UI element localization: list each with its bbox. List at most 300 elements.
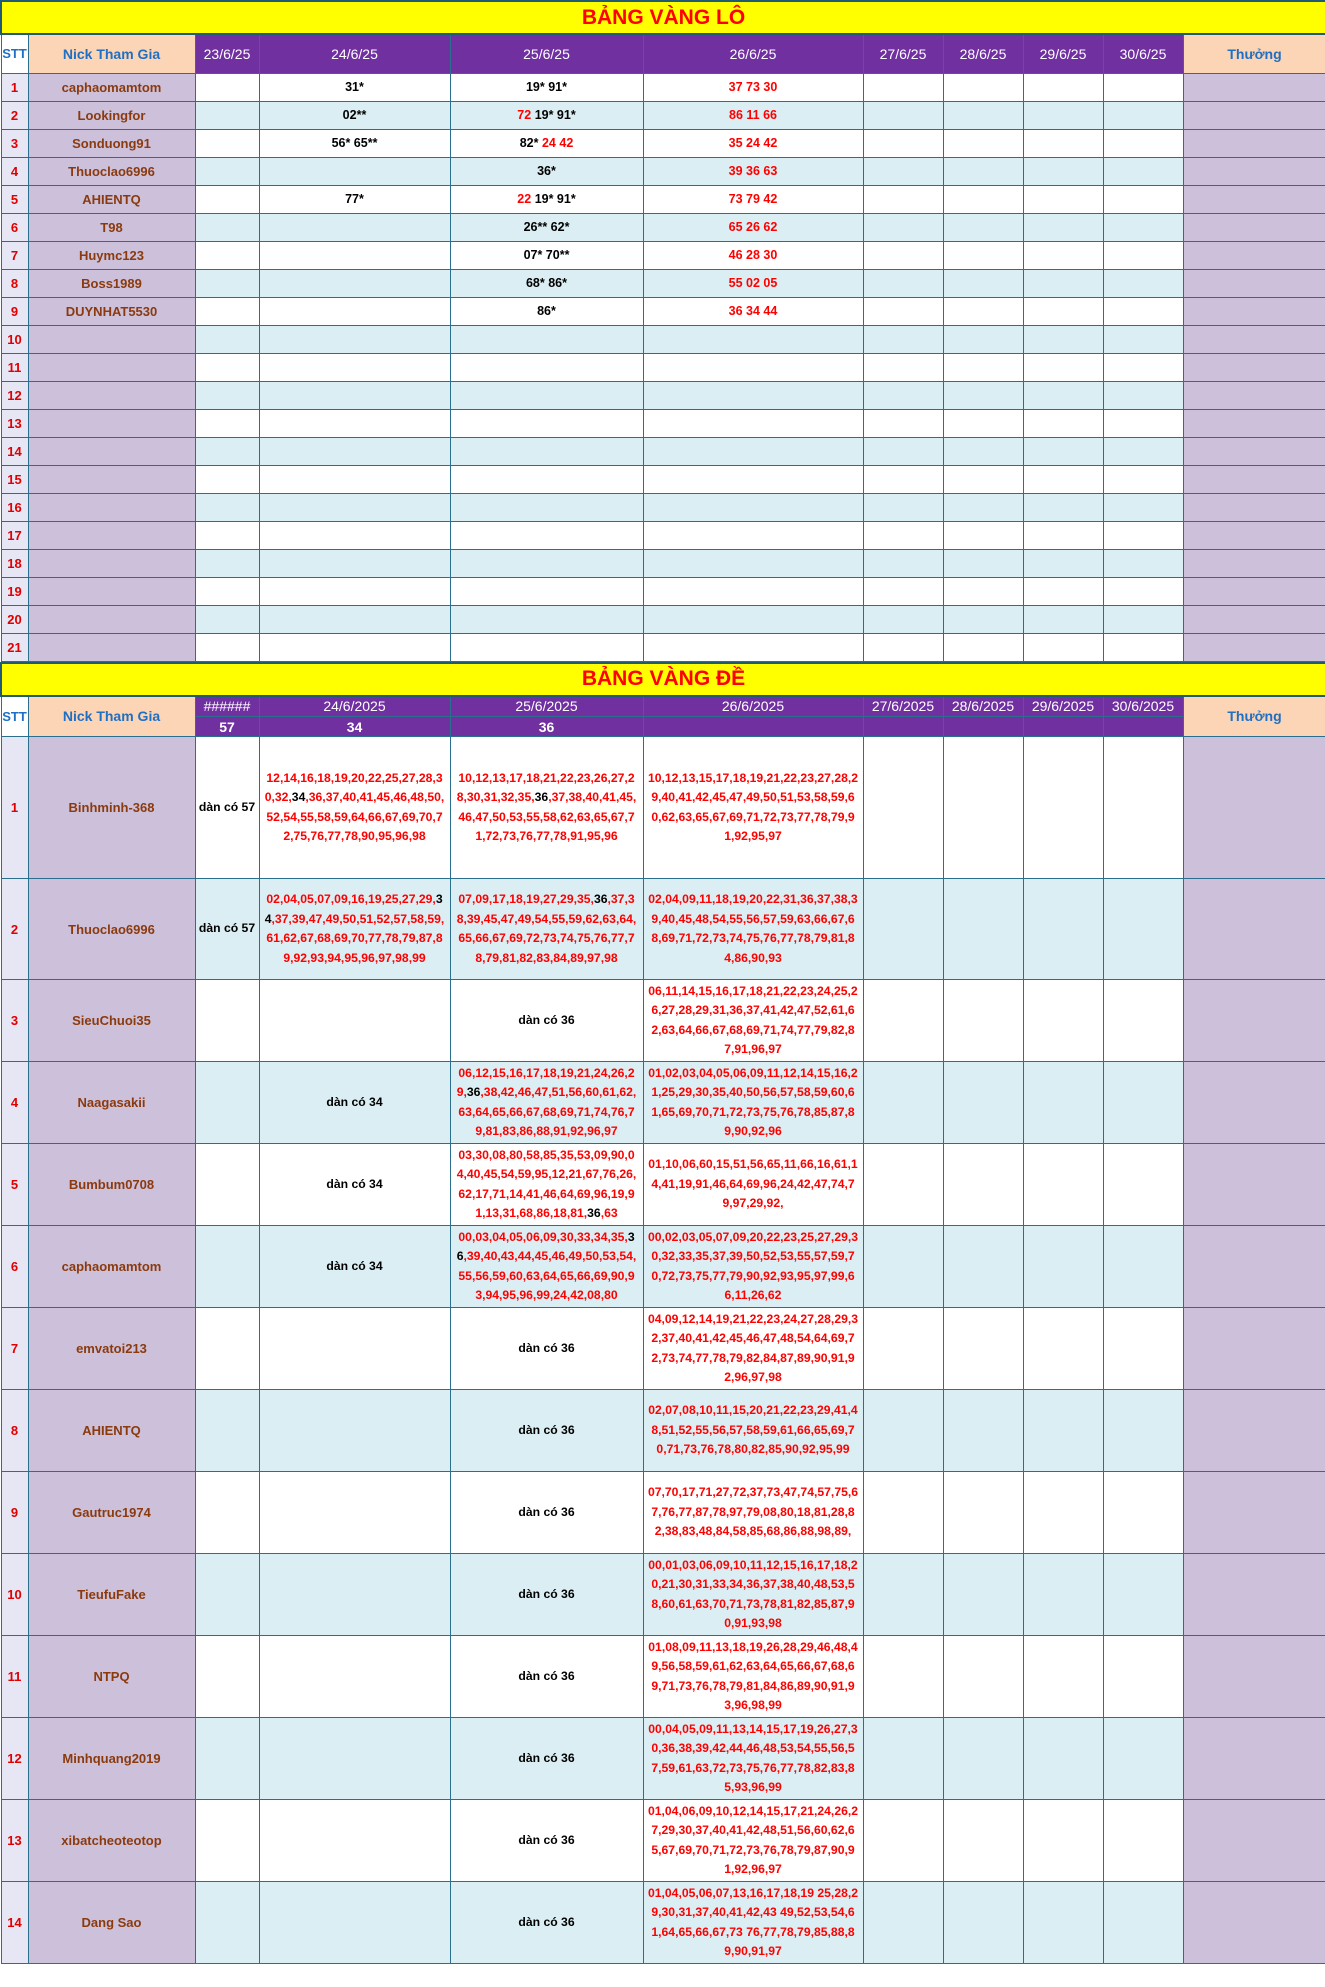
lo-row <box>1 325 1325 353</box>
de-cell-text: ,39,40,43,44,45,46,49,50,53,54,55,56,59,60,63,64,65,66,69,90,93,94,95,96,99,24,42,08,80 <box>458 1249 637 1302</box>
lo-cell <box>943 157 1023 185</box>
de-cell <box>259 1882 450 1964</box>
de-award-cell <box>1183 1636 1325 1718</box>
lo-cell <box>195 325 259 353</box>
de-cell <box>195 1800 259 1882</box>
lo-cell <box>1103 549 1183 577</box>
de-result-value <box>643 717 863 737</box>
lo-award-cell <box>1183 577 1325 605</box>
lo-cell <box>1023 493 1103 521</box>
de-cell <box>450 1800 643 1882</box>
de-cell <box>259 1226 450 1308</box>
de-cell-text: dàn có 57 <box>198 921 256 936</box>
lo-nick: Lookingfor <box>28 101 195 129</box>
lo-nick: Boss1989 <box>28 269 195 297</box>
lo-cell <box>863 381 943 409</box>
lo-award-cell <box>1183 465 1325 493</box>
lo-stt: 16 <box>1 493 28 521</box>
de-award-cell <box>1183 879 1325 980</box>
de-cell <box>943 1226 1023 1308</box>
de-cell <box>943 1144 1023 1226</box>
de-date-header: 26/6/2025 <box>643 696 863 717</box>
lo-cell <box>259 129 450 157</box>
lo-cell <box>195 465 259 493</box>
de-cell-text: 00,04,05,09,11,13,14,15,17,19,26,27,30,36,38,39,42,44,46,48,53,54,55,56,57,59,61,63,72,73,75,76,77,78,82,83,85,93,96,99 <box>648 1721 858 1794</box>
de-cell-text: dàn có 36 <box>518 1586 575 1601</box>
lo-cell <box>863 185 943 213</box>
de-cell-text: 12,14,16,18,19,20,22,25,27,28,30,32, <box>264 770 443 804</box>
de-cell-text: ,37,38,39,45,47,49,54,55,59,62,63,64,65,66,67,69,72,73,74,75,76,77,78,79,81,82,83,84,89,97,98 <box>456 892 637 965</box>
lo-cell <box>643 185 863 213</box>
de-cell <box>259 980 450 1062</box>
de-cell-text: 02,04,05,07,09,16,19,25,27,29, <box>266 892 436 906</box>
lo-cell <box>1023 269 1103 297</box>
de-date-header: 27/6/2025 <box>863 696 943 717</box>
lo-cell <box>195 549 259 577</box>
de-award-cell <box>1183 1226 1325 1308</box>
de-cell <box>643 1062 863 1144</box>
de-cell-text: 34 <box>291 790 306 804</box>
lo-cell <box>1103 437 1183 465</box>
de-cell <box>195 1882 259 1964</box>
de-cell <box>195 1308 259 1390</box>
lo-cell <box>259 325 450 353</box>
lo-cell-text: 02** <box>342 108 367 122</box>
lo-cell <box>643 269 863 297</box>
lo-cell <box>943 633 1023 661</box>
lo-cell <box>1103 521 1183 549</box>
lo-row <box>1 353 1325 381</box>
de-result-value: 34 <box>259 717 450 737</box>
de-cell-text: 01,10,06,60,15,51,56,65,11,66,16,61,14,41,19,91,46,64,69,96,24,42,47,74,79,97,29,92, <box>648 1157 858 1211</box>
lo-cell-text: 35 24 42 <box>728 136 778 150</box>
lo-cell <box>259 605 450 633</box>
lo-cell <box>195 437 259 465</box>
lo-cell <box>943 73 1023 101</box>
lo-cell <box>1023 241 1103 269</box>
lo-award-cell <box>1183 381 1325 409</box>
de-stt: 6 <box>1 1226 28 1308</box>
de-stt: 4 <box>1 1062 28 1144</box>
lo-cell <box>1023 409 1103 437</box>
de-cell-text: 36 <box>534 790 549 804</box>
de-nick: AHIENTQ <box>28 1390 195 1472</box>
de-cell <box>863 1718 943 1800</box>
de-result-value <box>1023 717 1103 737</box>
de-cell-text: 36 <box>466 1085 481 1099</box>
de-cell <box>943 879 1023 980</box>
lo-cell <box>863 213 943 241</box>
de-row <box>1 1144 1325 1226</box>
de-cell <box>643 1554 863 1636</box>
lo-stt: 5 <box>1 185 28 213</box>
lo-cell <box>259 409 450 437</box>
de-nick: Naagasakii <box>28 1062 195 1144</box>
de-cell <box>450 737 643 879</box>
lo-nick <box>28 577 195 605</box>
de-result-value: 36 <box>450 717 643 737</box>
de-row <box>1 1554 1325 1636</box>
lo-cell <box>1023 353 1103 381</box>
de-row <box>1 1718 1325 1800</box>
de-cell <box>643 1882 863 1964</box>
de-cell-text: 00,02,03,05,07,09,20,22,23,25,27,29,30,32,33,35,37,39,50,52,53,55,57,59,70,72,73,75,77,79,90,92,93,95,97,99,66,11,26,62 <box>647 1229 859 1302</box>
de-result-value <box>863 717 943 737</box>
lo-cell <box>450 465 643 493</box>
lo-cell <box>1103 493 1183 521</box>
lo-cell-text: 07* 70** <box>523 248 570 262</box>
lo-cell <box>863 241 943 269</box>
de-row <box>1 1800 1325 1882</box>
lo-cell <box>1023 213 1103 241</box>
lo-cell <box>195 409 259 437</box>
de-cell <box>195 737 259 879</box>
de-cell <box>943 1554 1023 1636</box>
lo-cell-text: 19* 91* <box>525 80 567 94</box>
de-date-header: 24/6/2025 <box>259 696 450 717</box>
de-cell <box>1103 1308 1183 1390</box>
de-cell <box>450 879 643 980</box>
lo-cell <box>943 353 1023 381</box>
lo-cell <box>943 241 1023 269</box>
de-row <box>1 980 1325 1062</box>
de-cell <box>195 1226 259 1308</box>
lo-cell <box>450 325 643 353</box>
lo-cell <box>1103 269 1183 297</box>
de-cell <box>1103 1800 1183 1882</box>
de-row <box>1 1882 1325 1964</box>
lo-cell <box>450 605 643 633</box>
de-cell-text: 02,04,09,11,18,19,20,22,31,36,37,38,39,40,45,48,54,55,56,57,59,63,66,67,68,69,71,72,73,74,75,76,77,78,79,81,84,86,90,93 <box>648 892 858 965</box>
lo-cell <box>1103 381 1183 409</box>
lo-cell <box>1103 409 1183 437</box>
lo-cell <box>1023 157 1103 185</box>
de-cell <box>259 879 450 980</box>
de-cell-text: dàn có 57 <box>198 799 256 814</box>
lo-row <box>1 381 1325 409</box>
lo-cell <box>195 297 259 325</box>
de-nick: Gautruc1974 <box>28 1472 195 1554</box>
lo-cell <box>643 101 863 129</box>
de-cell-text: dàn có 36 <box>518 1504 575 1519</box>
lo-cell <box>1023 437 1103 465</box>
de-cell <box>259 1144 450 1226</box>
lo-cell-text: 31* <box>345 80 364 94</box>
de-cell-text: dàn có 36 <box>518 1340 575 1355</box>
lo-nick: AHIENTQ <box>28 185 195 213</box>
lo-cell <box>643 157 863 185</box>
lo-stt: 21 <box>1 633 28 661</box>
de-cell <box>195 980 259 1062</box>
lo-cell <box>943 101 1023 129</box>
de-cell <box>863 1554 943 1636</box>
lo-stt: 3 <box>1 129 28 157</box>
de-cell <box>863 1800 943 1882</box>
lo-cell-text: 86* <box>537 304 556 318</box>
lo-row <box>1 185 1325 213</box>
lo-award-cell <box>1183 549 1325 577</box>
de-cell <box>943 1800 1023 1882</box>
lo-cell <box>943 493 1023 521</box>
de-cell <box>943 737 1023 879</box>
lo-cell <box>450 577 643 605</box>
de-cell-text: 01,08,09,11,13,18,19,26,28,29,46,48,49,56,58,59,61,62,63,64,65,66,67,68,69,71,73,76,78,79,81,84,86,89,90,91,93,96,98,99 <box>648 1639 858 1712</box>
lo-cell <box>195 241 259 269</box>
lo-cell <box>259 101 450 129</box>
de-row <box>1 1636 1325 1718</box>
de-cell <box>195 1062 259 1144</box>
lo-cell <box>259 241 450 269</box>
lo-cell <box>450 493 643 521</box>
lo-award-cell <box>1183 157 1325 185</box>
lo-award-cell <box>1183 633 1325 661</box>
lo-cell <box>943 297 1023 325</box>
lo-cell <box>1103 353 1183 381</box>
lo-cell <box>195 269 259 297</box>
lo-cell <box>643 437 863 465</box>
lo-cell <box>863 101 943 129</box>
de-cell <box>1023 1636 1103 1718</box>
de-cell-text: dàn có 36 <box>518 1750 575 1765</box>
de-cell <box>450 1472 643 1554</box>
de-cell <box>259 1390 450 1472</box>
lo-cell-text: 65 26 62 <box>728 220 778 234</box>
lo-cell <box>450 269 643 297</box>
de-cell-text: 34 <box>264 892 443 926</box>
lo-nick: T98 <box>28 213 195 241</box>
de-cell-text: ,37,38,40,41,45,46,47,50,53,55,58,62,63,65,67,71,72,73,76,77,78,91,95,96 <box>458 790 637 843</box>
de-cell <box>643 1636 863 1718</box>
de-cell <box>259 1472 450 1554</box>
lo-cell <box>943 465 1023 493</box>
de-cell <box>643 1390 863 1472</box>
lo-stt-header: STT <box>1 34 28 73</box>
lo-date-header: 28/6/25 <box>943 34 1023 73</box>
de-cell <box>1103 1390 1183 1472</box>
lo-cell <box>450 409 643 437</box>
lo-date-header: 26/6/25 <box>643 34 863 73</box>
de-cell-text: 06,12,15,16,17,18,19,21,24,26,29, <box>456 1065 635 1099</box>
lo-cell <box>863 521 943 549</box>
lo-cell <box>643 241 863 269</box>
de-cell <box>259 1308 450 1390</box>
de-cell-text: 01,02,03,04,05,06,09,11,12,14,15,16,21,25,29,30,35,40,50,56,57,58,59,60,61,65,69,70,71,72,73,75,76,78,85,87,89,90,92,96 <box>648 1065 858 1138</box>
lo-cell <box>195 381 259 409</box>
de-cell <box>863 1636 943 1718</box>
lo-cell-text: 24 42 <box>541 136 574 150</box>
lo-cell <box>450 129 643 157</box>
lo-cell <box>195 101 259 129</box>
de-row <box>1 1308 1325 1390</box>
lo-cell <box>195 213 259 241</box>
lo-cell <box>259 465 450 493</box>
lo-cell <box>1023 297 1103 325</box>
lo-cell <box>195 129 259 157</box>
de-cell-text: ,63 <box>600 1206 618 1220</box>
de-cell <box>643 1308 863 1390</box>
de-date-header: 25/6/2025 <box>450 696 643 717</box>
de-cell-text: 06,11,14,15,16,17,18,21,22,23,24,25,26,27,28,29,31,36,37,41,42,47,52,61,62,63,64,66,67,68,69,71,74,77,79,82,87,91,96,97 <box>648 983 858 1056</box>
de-cell <box>943 1308 1023 1390</box>
de-cell-text: 01,04,05,06,07,13,16,17,18,19 25,28,29,30,31,37,40,41,42,43 49,52,53,54,61,64,65,66,67,73 76,77,78,79,85,88,89,90,91,97 <box>647 1885 859 1958</box>
de-cell <box>195 1636 259 1718</box>
lo-date-header: 27/6/25 <box>863 34 943 73</box>
lo-cell <box>450 633 643 661</box>
lo-row <box>1 101 1325 129</box>
lo-nick: Thuoclao6996 <box>28 157 195 185</box>
de-cell <box>643 737 863 879</box>
lo-cell <box>943 521 1023 549</box>
lo-date-header: 24/6/25 <box>259 34 450 73</box>
de-cell-text: 10,12,13,15,17,18,19,21,22,23,27,28,29,40,41,42,45,47,49,50,51,53,58,59,60,62,63,65,67,69,71,72,73,77,78,79,91,92,95,97 <box>647 770 859 843</box>
de-cell <box>863 1062 943 1144</box>
lo-cell <box>863 577 943 605</box>
de-stt-header: STT <box>1 696 28 737</box>
lo-cell <box>1103 101 1183 129</box>
lo-cell <box>450 297 643 325</box>
de-cell-text: 01,04,06,09,10,12,14,15,17,21,24,26,27,29,30,37,40,41,42,48,51,56,60,62,65,67,69,70,71,72,73,76,78,79,87,90,91,92,96,97 <box>647 1803 859 1876</box>
lo-award-cell <box>1183 297 1325 325</box>
lo-cell <box>943 577 1023 605</box>
de-cell <box>1103 1554 1183 1636</box>
de-cell <box>450 1718 643 1800</box>
de-date-header: 30/6/2025 <box>1103 696 1183 717</box>
de-cell-text: dàn có 36 <box>518 1668 575 1683</box>
lo-cell <box>1023 185 1103 213</box>
lo-row <box>1 129 1325 157</box>
de-cell <box>863 1308 943 1390</box>
lo-award-cell <box>1183 101 1325 129</box>
lo-cell <box>1103 213 1183 241</box>
de-cell <box>1103 1718 1183 1800</box>
lo-cell <box>643 409 863 437</box>
lo-cell <box>195 633 259 661</box>
de-nick: NTPQ <box>28 1636 195 1718</box>
lo-cell <box>1023 521 1103 549</box>
lo-cell <box>1103 577 1183 605</box>
lo-cell <box>943 549 1023 577</box>
de-row <box>1 1226 1325 1308</box>
de-cell-text: 36 <box>587 1206 601 1220</box>
lo-cell <box>1023 101 1103 129</box>
lo-cell-text: 19* 91* <box>534 192 576 206</box>
lo-cell-text: 46 28 30 <box>728 248 778 262</box>
de-cell <box>1023 1472 1103 1554</box>
lo-cell <box>1103 185 1183 213</box>
de-stt: 2 <box>1 879 28 980</box>
de-cell-text: 36 <box>456 1229 635 1263</box>
de-award-cell <box>1183 1800 1325 1882</box>
lo-cell <box>1023 633 1103 661</box>
de-award-cell <box>1183 1390 1325 1472</box>
lo-cell <box>259 577 450 605</box>
lo-cell <box>1023 381 1103 409</box>
lo-date-header: 23/6/25 <box>195 34 259 73</box>
lo-cell <box>643 381 863 409</box>
de-nick: Bumbum0708 <box>28 1144 195 1226</box>
lo-cell <box>863 493 943 521</box>
lo-cell <box>643 73 863 101</box>
lo-nick: DUYNHAT5530 <box>28 297 195 325</box>
de-cell-text: 07,09,17,18,19,27,29,35, <box>458 892 594 906</box>
lo-cell <box>195 521 259 549</box>
lo-award-header: Thưởng <box>1183 34 1325 73</box>
de-cell <box>1103 1472 1183 1554</box>
de-cell-text: dàn có 36 <box>518 1422 575 1437</box>
lo-cell <box>943 185 1023 213</box>
lo-row <box>1 633 1325 661</box>
lo-cell <box>1023 577 1103 605</box>
de-cell <box>943 1472 1023 1554</box>
lo-cell <box>450 381 643 409</box>
de-cell <box>943 1390 1023 1472</box>
de-cell <box>1023 879 1103 980</box>
lo-cell <box>195 493 259 521</box>
lo-cell <box>643 465 863 493</box>
lo-cell-text: 56* 65** <box>331 136 378 150</box>
de-title: BẢNG VÀNG ĐỀ <box>1 663 1325 696</box>
de-cell <box>259 1718 450 1800</box>
lo-cell <box>643 129 863 157</box>
lo-cell-text: 37 73 30 <box>728 80 778 94</box>
lo-cell <box>863 437 943 465</box>
lo-cell <box>195 353 259 381</box>
de-cell <box>643 1472 863 1554</box>
lo-cell <box>259 213 450 241</box>
de-cell <box>1103 1144 1183 1226</box>
lo-nick <box>28 409 195 437</box>
lo-cell <box>450 521 643 549</box>
de-nick: emvatoi213 <box>28 1308 195 1390</box>
lo-cell <box>1023 549 1103 577</box>
de-cell-text: 36 <box>593 892 608 906</box>
lo-cell <box>643 493 863 521</box>
lo-cell <box>195 73 259 101</box>
de-cell <box>195 1390 259 1472</box>
de-cell <box>450 1308 643 1390</box>
lo-nick: Sonduong91 <box>28 129 195 157</box>
lo-cell <box>1103 465 1183 493</box>
de-cell <box>943 1882 1023 1964</box>
de-result-value <box>943 717 1023 737</box>
lo-stt: 1 <box>1 73 28 101</box>
de-award-cell <box>1183 1718 1325 1800</box>
lo-cell <box>259 157 450 185</box>
lo-cell-text: 36* <box>537 164 556 178</box>
de-award-header: Thưởng <box>1183 696 1325 737</box>
de-stt: 1 <box>1 737 28 879</box>
lo-cell <box>863 549 943 577</box>
lo-cell <box>863 465 943 493</box>
lo-cell <box>450 185 643 213</box>
lo-row <box>1 213 1325 241</box>
lo-cell <box>643 297 863 325</box>
lo-cell <box>643 213 863 241</box>
lo-award-cell <box>1183 269 1325 297</box>
de-cell <box>643 1144 863 1226</box>
lo-row <box>1 297 1325 325</box>
de-cell-text: 04,09,12,14,19,21,22,23,24,27,28,29,32,37,40,41,42,45,46,47,48,54,64,69,72,73,74,77,78,79,82,84,87,89,90,91,92,96,97,98 <box>647 1311 859 1384</box>
lo-nick: Huymc123 <box>28 241 195 269</box>
lo-cell <box>863 633 943 661</box>
lo-cell <box>195 185 259 213</box>
lo-row <box>1 157 1325 185</box>
de-cell <box>1023 1144 1103 1226</box>
lo-cell <box>643 605 863 633</box>
de-date-header: ###### <box>195 696 259 717</box>
de-cell-text: 02,07,08,10,11,15,20,21,22,23,29,41,48,51,52,55,56,57,58,59,61,66,65,69,70,71,73,76,78,80,82,85,90,92,95,99 <box>648 1403 858 1457</box>
de-header-row <box>1 696 1325 717</box>
